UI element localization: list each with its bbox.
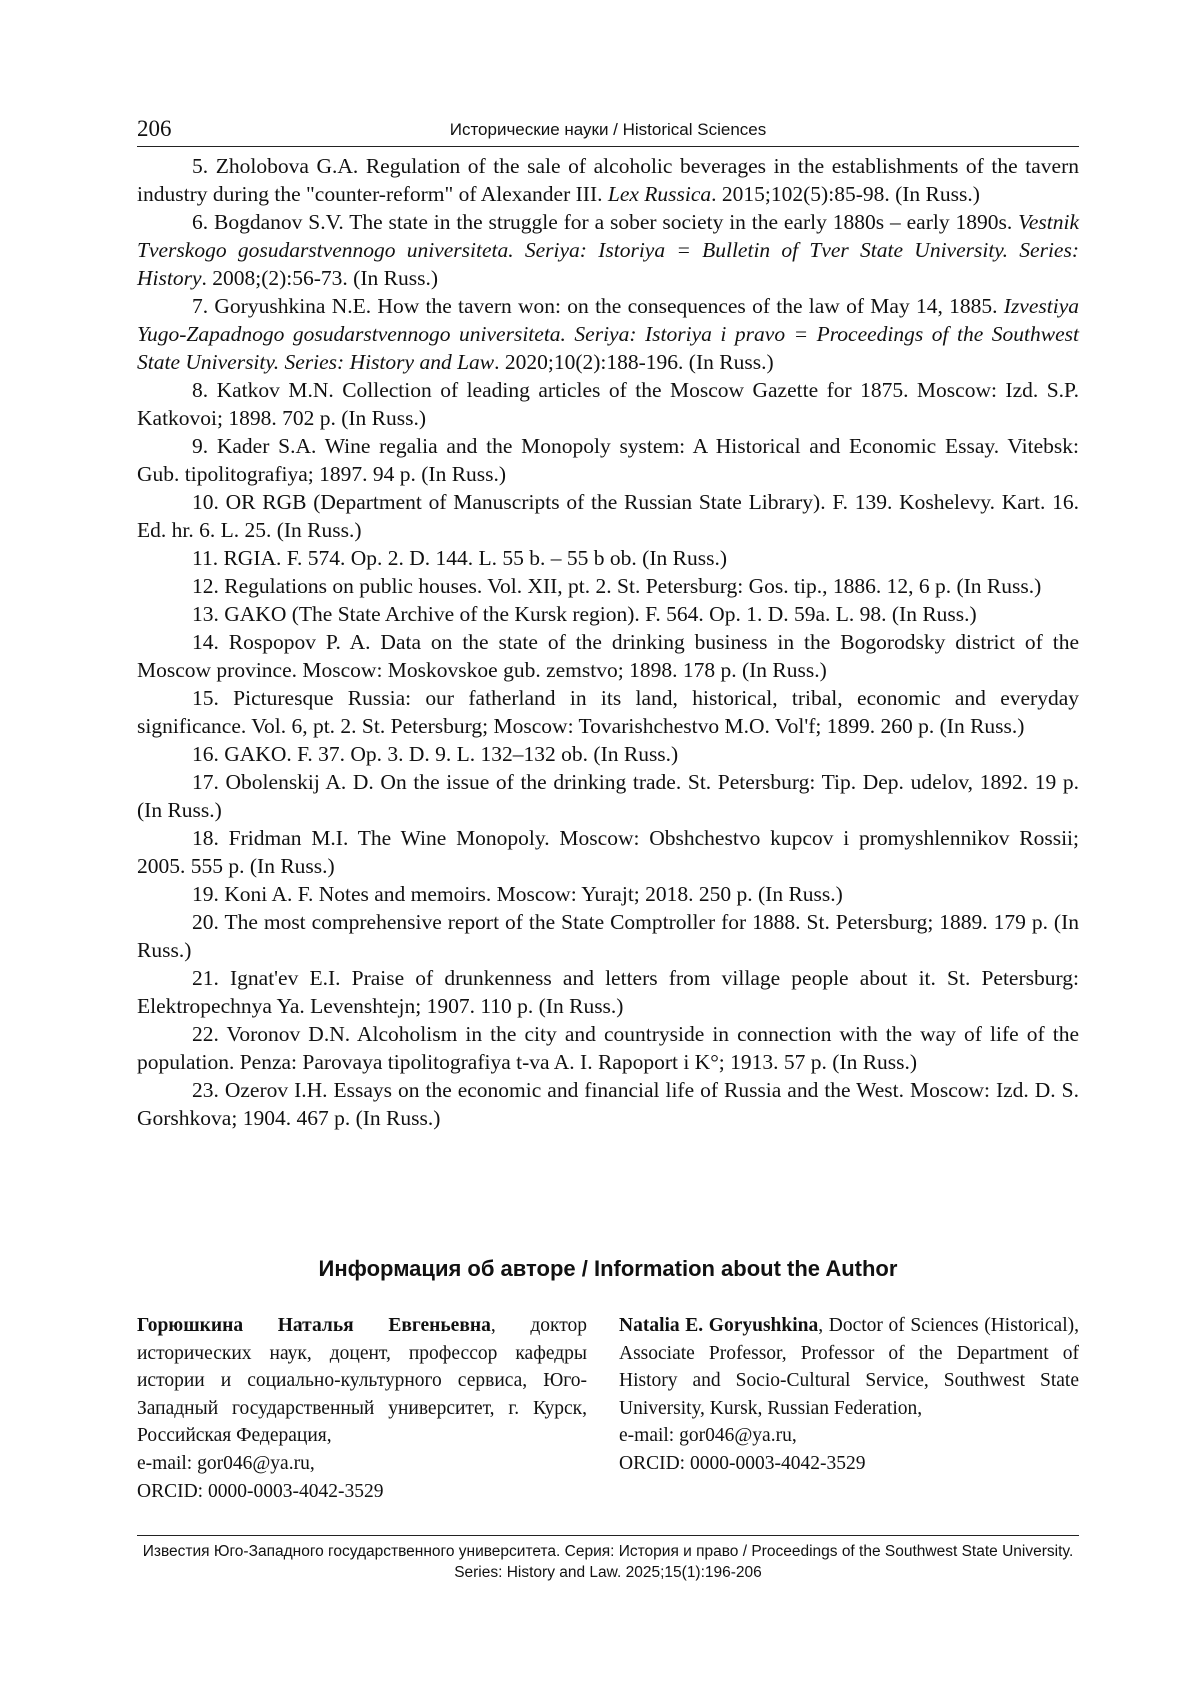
author-orcid-ru: ORCID: 0000-0003-4042-3529 bbox=[137, 1480, 384, 1502]
reference-item bbox=[137, 488, 1079, 544]
reference-item bbox=[137, 544, 1079, 572]
page-header bbox=[137, 112, 1079, 147]
reference-text: 8. Katkov M.N. Collection of leading articles of the Moscow Gazette for 1875. Moscow: Izd. S.P. Katkovoi; 1898. 702 p. (In Russ.) bbox=[137, 378, 1079, 430]
reference-text: 7. Goryushkina N.E. How the tavern won: on the consequences of the law of May 14, 1885. bbox=[192, 294, 1004, 318]
author-name-ru: Горюшкина Наталья Евгеньевна bbox=[137, 1315, 491, 1336]
reference-text: 15. Picturesque Russia: our fatherland in its land, historical, tribal, economic and everyday significance. Vol. 6, pt. 2. St. Petersburg; Moscow: Tovarishchestvo M.O. Vol'f; 1899. 260 p. (In Russ.) bbox=[137, 686, 1079, 738]
reference-text: 5. Zholobova G.A. Regulation of the sale of alcoholic beverages in the establishments of the tavern industry during the "counter-reform" of Alexander III. bbox=[137, 154, 1079, 206]
author-email-en: e-mail: gor046@ya.ru, bbox=[619, 1425, 797, 1447]
reference-item bbox=[137, 376, 1079, 432]
reference-item bbox=[137, 880, 1079, 908]
reference-list bbox=[137, 152, 1079, 1132]
reference-item bbox=[137, 684, 1079, 740]
reference-text: 20. The most comprehensive report of the State Comptroller for 1888. St. Petersburg; 1889. 179 p. (In Russ.) bbox=[137, 910, 1079, 962]
author-info-english bbox=[619, 1312, 1079, 1478]
footer-citation: Известия Юго-Западного государственного университета. Серия: История и право / Proceedings of the Southwest State University. Series: History and Law. 2025;15(1):196-206 bbox=[142, 1543, 1074, 1581]
reference-text: 10. OR RGB (Department of Manuscripts of the Russian State Library). F. 139. Koshelevy. Kart. 16. Ed. hr. 6. L. 25. (In Russ.) bbox=[137, 490, 1079, 542]
reference-item bbox=[137, 572, 1079, 600]
reference-text: 11. RGIA. F. 574. Op. 2. D. 144. L. 55 b. – 55 b ob. (In Russ.) bbox=[192, 546, 727, 570]
reference-text: 19. Koni A. F. Notes and memoirs. Moscow: Yurajt; 2018. 250 p. (In Russ.) bbox=[192, 882, 843, 906]
reference-text: 6. Bogdanov S.V. The state in the struggle for a sober society in the early 1880s – early 1890s. bbox=[192, 210, 1019, 234]
author-name-en: Natalia E. Goryushkina bbox=[619, 1315, 819, 1336]
author-info-russian bbox=[137, 1312, 587, 1505]
reference-item bbox=[137, 292, 1079, 376]
reference-item bbox=[137, 964, 1079, 1020]
reference-item bbox=[137, 208, 1079, 292]
author-bio-ru bbox=[137, 1312, 587, 1450]
reference-item bbox=[137, 768, 1079, 824]
reference-details: . 2020;10(2):188-196. (In Russ.) bbox=[494, 350, 774, 374]
reference-text: 14. Rospopov P. A. Data on the state of the drinking business in the Bogorodsky district of the Moscow province. Moscow: Moskovskoe gub. zemstvo; 1898. 178 p. (In Russ.) bbox=[137, 630, 1079, 682]
reference-item bbox=[137, 1020, 1079, 1076]
reference-text: 13. GAKO (The State Archive of the Kursk region). F. 564. Op. 1. D. 59a. L. 98. (In Russ.) bbox=[192, 602, 977, 626]
author-details-ru: , доктор исторических наук, доцент, профессор кафедры истории и социально-культурного сервиса, Юго-Западный государственный университет, г. Курск, Российская Федерация, bbox=[137, 1315, 588, 1447]
running-head: Исторические науки / Historical Sciences bbox=[449, 120, 767, 139]
reference-text: 12. Regulations on public houses. Vol. XII, pt. 2. St. Petersburg: Gos. tip., 1886. 12, 6 p. (In Russ.) bbox=[192, 574, 1042, 598]
reference-text: 16. GAKO. F. 37. Op. 3. D. 9. L. 132–132 ob. (In Russ.) bbox=[192, 742, 679, 766]
reference-journal-title: Izvestiya Yugo-Zapadnogo gosudarstvennogo universiteta. Seriya: Istoriya i pravo = Proceedings of the Southwest State University. Series: History and Law bbox=[137, 294, 1079, 374]
footer-divider bbox=[137, 1535, 1079, 1536]
author-details-en: , Doctor of Sciences (Historical), Associate Professor, Professor of the Department of History and Socio-Cultural Service, Southwest State University, Kursk, Russian Federation, bbox=[619, 1315, 1079, 1419]
reference-item bbox=[137, 740, 1079, 768]
page-number: 206 bbox=[137, 116, 172, 141]
reference-item bbox=[137, 824, 1079, 880]
reference-text: 23. Ozerov I.H. Essays on the economic and financial life of Russia and the West. Moscow: Izd. D. S. Gorshkova; 1904. 467 p. (In Russ.) bbox=[137, 1078, 1079, 1130]
author-bio-en bbox=[619, 1312, 1079, 1422]
reference-item bbox=[137, 152, 1079, 208]
reference-details: . 2008;(2):56-73. (In Russ.) bbox=[201, 266, 438, 290]
reference-item bbox=[137, 628, 1079, 684]
reference-journal-title: Lex Russica bbox=[607, 182, 712, 206]
reference-text: 21. Ignat'ev E.I. Praise of drunkenness and letters from village people about it. St. Petersburg: Elektropechnya Ya. Levenshtejn; 1907. 110 p. (In Russ.) bbox=[137, 966, 1079, 1018]
author-email-ru: e-mail: gor046@ya.ru, bbox=[137, 1452, 315, 1474]
reference-text: 9. Kader S.A. Wine regalia and the Monopoly system: A Historical and Economic Essay. Vitebsk: Gub. tipolitografiya; 1897. 94 p. (In Russ.) bbox=[137, 434, 1079, 486]
reference-text: 18. Fridman M.I. The Wine Monopoly. Moscow: Obshchestvo kupcov i promyshlennikov Rossii; 2005. 555 p. (In Russ.) bbox=[137, 826, 1079, 878]
author-section-heading: Информация об авторе / Information about the Author bbox=[318, 1256, 898, 1281]
reference-details: . 2015;102(5):85-98. (In Russ.) bbox=[711, 182, 980, 206]
reference-item bbox=[137, 908, 1079, 964]
reference-text: 22. Voronov D.N. Alcoholism in the city and countryside in connection with the way of life of the population. Penza: Parovaya tipolitografiya t-va A. I. Rapoport i K°; 1913. 57 p. (In Russ.) bbox=[137, 1022, 1079, 1074]
reference-item bbox=[137, 1076, 1079, 1132]
reference-item bbox=[137, 432, 1079, 488]
author-orcid-en: ORCID: 0000-0003-4042-3529 bbox=[619, 1452, 866, 1474]
reference-journal-title: Vestnik Tverskogo gosudarstvennogo universiteta. Seriya: Istoriya = Bulletin of Tver State University. Series: History bbox=[137, 210, 1079, 290]
reference-item bbox=[137, 600, 1079, 628]
reference-text: 17. Obolenskij A. D. On the issue of the drinking trade. St. Petersburg: Tip. Dep. udelov, 1892. 19 p. (In Russ.) bbox=[137, 770, 1079, 822]
